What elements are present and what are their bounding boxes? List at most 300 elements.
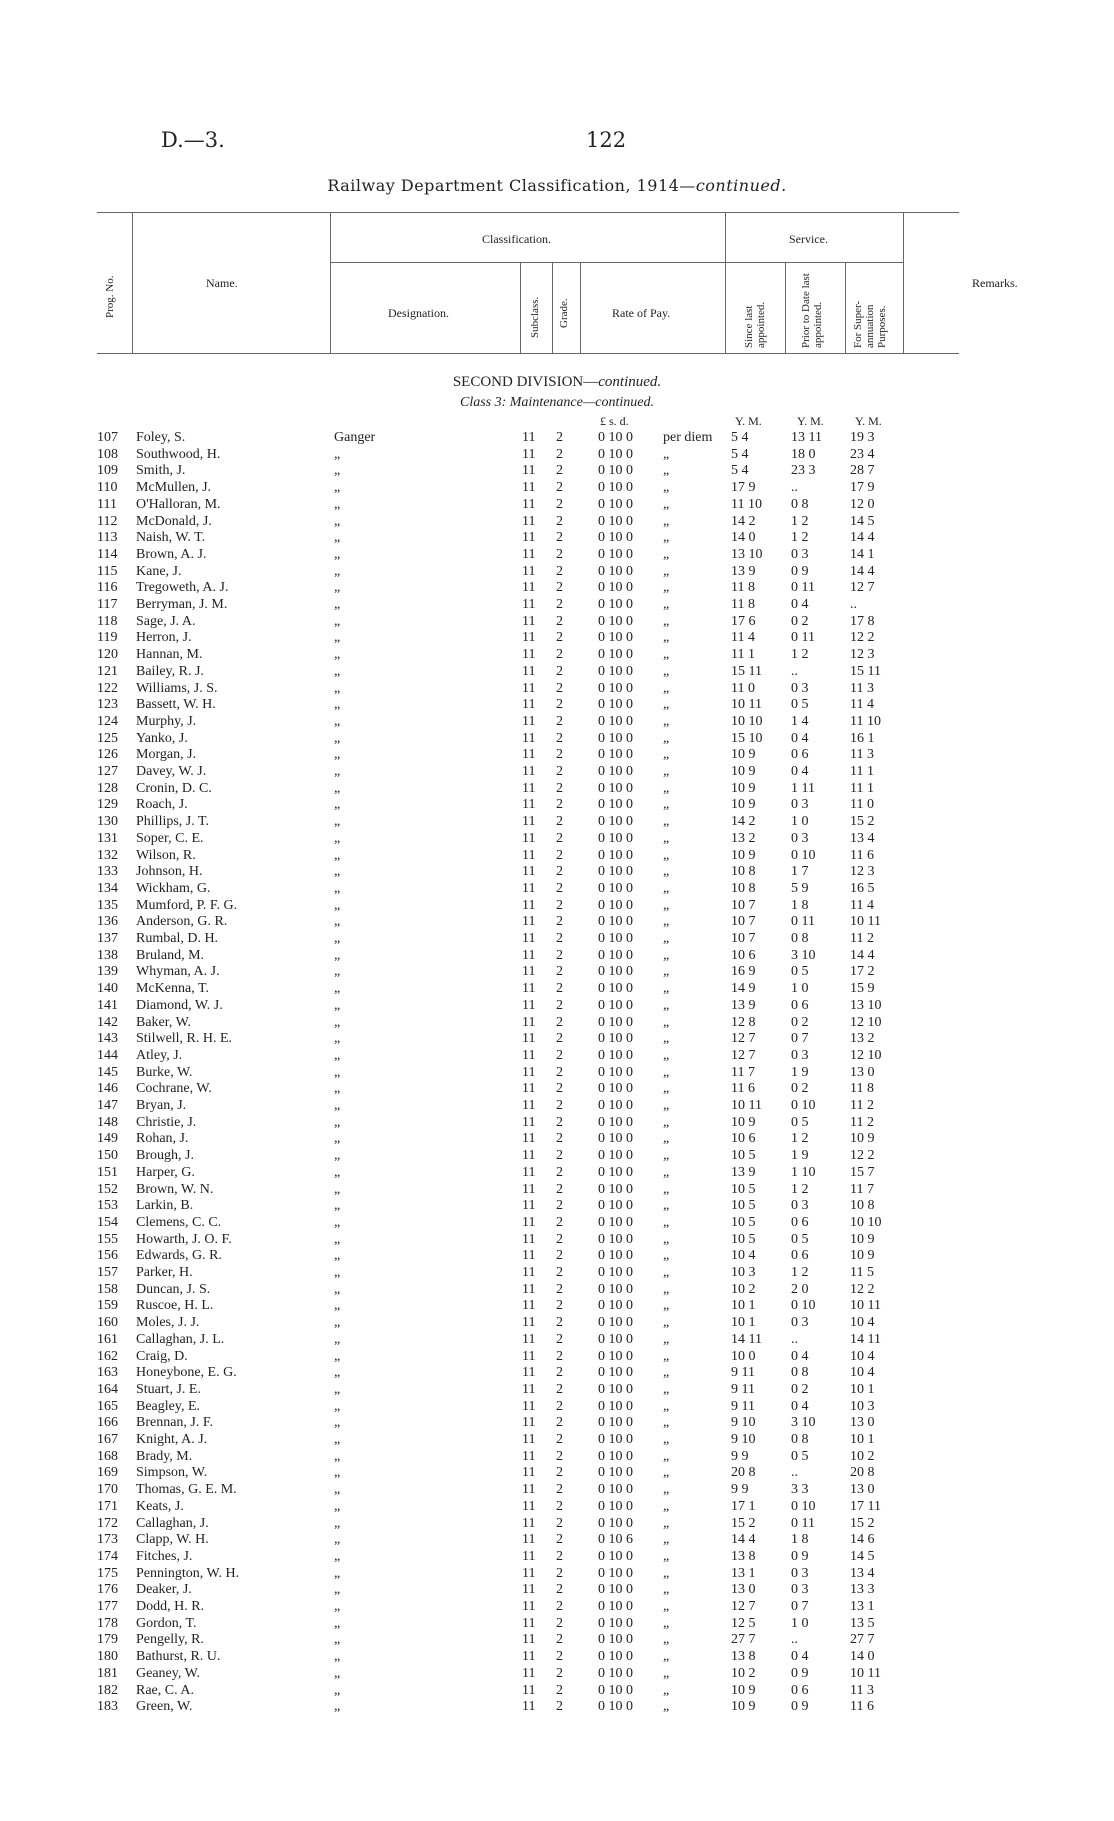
employee-name: Burke, W. bbox=[136, 1064, 193, 1080]
rate-of-pay: 0 10 0 bbox=[598, 1181, 633, 1197]
designation: „ bbox=[334, 597, 341, 612]
prog-number: 145 bbox=[97, 1064, 118, 1080]
service-superannuation: 10 11 bbox=[850, 914, 881, 930]
pay-period: „ bbox=[663, 680, 670, 696]
employee-name: Foley, S. bbox=[136, 430, 186, 445]
rate-of-pay: 0 10 0 bbox=[598, 1031, 633, 1047]
service-superannuation: 17 9 bbox=[850, 480, 875, 496]
table-row bbox=[0, 614, 1114, 630]
employee-name: Brown, A. J. bbox=[136, 546, 207, 562]
pay-period: „ bbox=[663, 1632, 670, 1648]
service-since-last: 12 7 bbox=[731, 1031, 756, 1047]
employee-name: Beagley, E. bbox=[136, 1398, 201, 1414]
designation: „ bbox=[334, 496, 341, 512]
pay-period: „ bbox=[663, 1548, 670, 1564]
prog-number: 112 bbox=[97, 513, 118, 529]
service-superannuation: 10 11 bbox=[850, 1298, 881, 1314]
pay-period: „ bbox=[663, 847, 670, 863]
pay-period: „ bbox=[663, 530, 670, 546]
subclass: 11 bbox=[522, 1148, 536, 1164]
subclass: 11 bbox=[522, 764, 536, 779]
subclass: 11 bbox=[522, 1064, 536, 1080]
employee-name: Rae, C. A. bbox=[136, 1682, 194, 1698]
employee-name: Brady, M. bbox=[136, 1448, 193, 1464]
service-superannuation: 11 2 bbox=[850, 1114, 874, 1130]
pay-period: „ bbox=[663, 964, 670, 980]
rate-of-pay: 0 10 0 bbox=[598, 1682, 633, 1698]
subclass: 11 bbox=[522, 964, 536, 980]
rate-of-pay: 0 10 0 bbox=[598, 697, 633, 713]
designation: „ bbox=[334, 1682, 341, 1698]
service-prior: 0 4 bbox=[791, 597, 809, 612]
table-row bbox=[0, 1265, 1114, 1281]
table-row bbox=[0, 547, 1114, 563]
rate-of-pay: 0 10 0 bbox=[598, 1248, 633, 1264]
service-superannuation: 10 3 bbox=[850, 1398, 875, 1414]
designation: „ bbox=[334, 814, 341, 830]
rate-of-pay: 0 10 0 bbox=[598, 1649, 633, 1665]
subclass: 11 bbox=[522, 480, 536, 496]
header-remarks: Remarks. bbox=[972, 276, 1018, 290]
employee-name: Callaghan, J. bbox=[136, 1515, 209, 1531]
col-divider bbox=[132, 212, 133, 353]
service-superannuation: 11 7 bbox=[850, 1181, 874, 1197]
table-row bbox=[0, 981, 1114, 997]
grade: 2 bbox=[556, 1665, 563, 1681]
grade: 2 bbox=[556, 997, 563, 1013]
service-superannuation: 15 9 bbox=[850, 981, 875, 997]
rate-of-pay: 0 10 0 bbox=[598, 880, 633, 896]
table-row bbox=[0, 931, 1114, 947]
service-prior: 18 0 bbox=[791, 446, 816, 462]
prog-number: 153 bbox=[97, 1198, 118, 1214]
service-superannuation: 13 2 bbox=[850, 1031, 875, 1047]
rate-of-pay: 0 10 0 bbox=[598, 1198, 633, 1214]
designation: „ bbox=[334, 1148, 341, 1164]
rate-of-pay: 0 10 0 bbox=[598, 1482, 633, 1498]
subclass: 11 bbox=[522, 1582, 536, 1598]
service-since-last: 10 1 bbox=[731, 1315, 756, 1331]
designation: „ bbox=[334, 880, 341, 896]
service-prior: 0 10 bbox=[791, 1498, 816, 1514]
pay-period: „ bbox=[663, 1081, 670, 1097]
service-superannuation: 11 8 bbox=[850, 1081, 874, 1097]
grade: 2 bbox=[556, 1081, 563, 1097]
service-superannuation: 28 7 bbox=[850, 463, 875, 479]
rate-of-pay: 0 10 0 bbox=[598, 864, 633, 880]
service-superannuation: 11 2 bbox=[850, 1098, 874, 1113]
table-row bbox=[0, 447, 1114, 463]
table-row bbox=[0, 530, 1114, 546]
prog-number: 157 bbox=[97, 1265, 118, 1280]
pay-period: „ bbox=[663, 613, 670, 629]
prog-number: 133 bbox=[97, 864, 118, 880]
rate-of-pay: 0 10 0 bbox=[598, 1064, 633, 1080]
prog-number: 129 bbox=[97, 797, 118, 813]
employee-name: Ruscoe, H. L. bbox=[136, 1298, 214, 1314]
service-prior: 0 3 bbox=[791, 680, 809, 696]
service-superannuation: 17 8 bbox=[850, 613, 875, 629]
prog-number: 165 bbox=[97, 1398, 118, 1414]
service-since-last: 10 2 bbox=[731, 1665, 756, 1681]
pay-period: „ bbox=[663, 713, 670, 729]
rate-of-pay: 0 10 0 bbox=[598, 630, 633, 646]
prog-number: 120 bbox=[97, 647, 118, 663]
service-prior: 1 4 bbox=[791, 713, 809, 729]
employee-name: Murphy, J. bbox=[136, 713, 197, 729]
employee-name: Deaker, J. bbox=[136, 1582, 192, 1598]
pay-period: „ bbox=[663, 830, 670, 846]
pay-period: „ bbox=[663, 563, 670, 579]
service-since-last: 10 1 bbox=[731, 1298, 756, 1314]
rate-of-pay: 0 10 0 bbox=[598, 1315, 633, 1331]
rate-of-pay: 0 10 0 bbox=[598, 1148, 633, 1164]
employee-name: O'Halloran, M. bbox=[136, 496, 221, 512]
pay-period: „ bbox=[663, 1615, 670, 1631]
table-row bbox=[0, 1582, 1114, 1598]
grade: 2 bbox=[556, 964, 563, 980]
col-divider bbox=[330, 212, 331, 353]
designation: „ bbox=[334, 1231, 341, 1247]
classification-rule bbox=[330, 262, 725, 263]
pay-period: „ bbox=[663, 496, 670, 512]
prog-number: 131 bbox=[97, 830, 118, 846]
pay-period: „ bbox=[663, 1047, 670, 1063]
service-prior: .. bbox=[791, 480, 798, 496]
prog-number: 147 bbox=[97, 1098, 118, 1113]
service-since-last: 13 10 bbox=[731, 546, 763, 562]
service-since-last: 10 9 bbox=[731, 1682, 756, 1698]
designation: „ bbox=[334, 964, 341, 980]
prog-number: 181 bbox=[97, 1665, 118, 1681]
subclass: 11 bbox=[522, 1632, 536, 1648]
service-since-last: 9 10 bbox=[731, 1415, 756, 1431]
subclass: 11 bbox=[522, 780, 536, 796]
service-prior: 0 3 bbox=[791, 1582, 809, 1598]
rate-of-pay: 0 10 0 bbox=[598, 1114, 633, 1130]
subclass: 11 bbox=[522, 563, 536, 579]
employee-name: Parker, H. bbox=[136, 1265, 193, 1280]
service-since-last: 10 5 bbox=[731, 1148, 756, 1164]
grade: 2 bbox=[556, 1465, 563, 1481]
employee-name: Hannan, M. bbox=[136, 647, 203, 663]
service-prior: 0 11 bbox=[791, 580, 815, 596]
service-superannuation: 13 10 bbox=[850, 997, 882, 1013]
service-since-last: 14 11 bbox=[731, 1331, 762, 1347]
employee-name: Wickham, G. bbox=[136, 880, 211, 896]
employee-name: Davey, W. J. bbox=[136, 764, 207, 779]
service-since-last: 10 11 bbox=[731, 697, 762, 713]
designation: „ bbox=[334, 613, 341, 629]
header-since-last: Since last appointed. bbox=[743, 301, 767, 348]
rate-of-pay: 0 10 0 bbox=[598, 496, 633, 512]
designation: „ bbox=[334, 663, 341, 679]
grade: 2 bbox=[556, 1532, 563, 1548]
service-superannuation: 11 10 bbox=[850, 713, 881, 729]
service-superannuation: 11 4 bbox=[850, 697, 874, 713]
service-prior: 0 3 bbox=[791, 1565, 809, 1581]
employee-name: Williams, J. S. bbox=[136, 680, 218, 696]
service-superannuation: 10 4 bbox=[850, 1315, 875, 1331]
service-since-last: 10 7 bbox=[731, 931, 756, 946]
grade: 2 bbox=[556, 1632, 563, 1648]
prog-number: 183 bbox=[97, 1699, 118, 1715]
employee-name: Yanko, J. bbox=[136, 730, 188, 746]
subclass: 11 bbox=[522, 947, 536, 963]
service-superannuation: 13 0 bbox=[850, 1415, 875, 1431]
table-row bbox=[0, 1382, 1114, 1398]
pay-period: „ bbox=[663, 480, 670, 496]
employee-name: Howarth, J. O. F. bbox=[136, 1231, 232, 1247]
service-since-last: 10 6 bbox=[731, 947, 756, 963]
pay-units: £ s. d. bbox=[600, 414, 629, 428]
employee-name: McDonald, J. bbox=[136, 513, 212, 529]
grade: 2 bbox=[556, 1064, 563, 1080]
designation: „ bbox=[334, 1047, 341, 1063]
service-since-last: 14 9 bbox=[731, 981, 756, 997]
grade: 2 bbox=[556, 1699, 563, 1715]
service-prior: 1 9 bbox=[791, 1064, 809, 1080]
service-since-last: 14 2 bbox=[731, 814, 756, 830]
service-prior: 1 8 bbox=[791, 1532, 809, 1548]
prog-number: 108 bbox=[97, 446, 118, 462]
grade: 2 bbox=[556, 1198, 563, 1214]
employee-name: Mumford, P. F. G. bbox=[136, 897, 238, 913]
table-row bbox=[0, 1031, 1114, 1047]
pay-period: „ bbox=[663, 1448, 670, 1464]
table-row bbox=[0, 764, 1114, 780]
table-row bbox=[0, 747, 1114, 763]
service-prior: 0 5 bbox=[791, 964, 809, 980]
service-prior: 0 9 bbox=[791, 563, 809, 579]
table-row bbox=[0, 580, 1114, 596]
pay-period: „ bbox=[663, 997, 670, 1013]
service-prior: 1 7 bbox=[791, 864, 809, 880]
service-prior: 0 2 bbox=[791, 1081, 809, 1097]
employee-name: Knight, A. J. bbox=[136, 1432, 208, 1447]
designation: „ bbox=[334, 1198, 341, 1214]
service-since-last: 13 9 bbox=[731, 997, 756, 1013]
pay-period: „ bbox=[663, 1565, 670, 1581]
table-row bbox=[0, 1165, 1114, 1181]
service-since-last: 10 11 bbox=[731, 1098, 762, 1113]
subclass: 11 bbox=[522, 1265, 536, 1280]
document-reference: D.—3. bbox=[161, 128, 225, 152]
employee-name: Stilwell, R. H. E. bbox=[136, 1031, 233, 1047]
subclass: 11 bbox=[522, 1348, 536, 1364]
designation: „ bbox=[334, 1532, 341, 1548]
grade: 2 bbox=[556, 630, 563, 646]
rate-of-pay: 0 10 0 bbox=[598, 1615, 633, 1631]
table-row bbox=[0, 664, 1114, 680]
table-row bbox=[0, 781, 1114, 797]
table-row bbox=[0, 864, 1114, 880]
pay-period: „ bbox=[663, 1315, 670, 1331]
service-prior: 0 10 bbox=[791, 1298, 816, 1314]
grade: 2 bbox=[556, 764, 563, 779]
employee-name: Edwards, G. R. bbox=[136, 1248, 222, 1264]
pay-period: „ bbox=[663, 597, 670, 612]
table-row bbox=[0, 731, 1114, 747]
grade: 2 bbox=[556, 780, 563, 796]
grade: 2 bbox=[556, 1615, 563, 1631]
prog-number: 146 bbox=[97, 1081, 118, 1097]
table-row bbox=[0, 1699, 1114, 1715]
grade: 2 bbox=[556, 1682, 563, 1698]
table-row bbox=[0, 1683, 1114, 1699]
subclass: 11 bbox=[522, 864, 536, 880]
subclass: 11 bbox=[522, 1465, 536, 1481]
service-since-last: 17 9 bbox=[731, 480, 756, 496]
table-row bbox=[0, 480, 1114, 496]
subclass: 11 bbox=[522, 680, 536, 696]
service-prior: 0 3 bbox=[791, 830, 809, 846]
grade: 2 bbox=[556, 1432, 563, 1447]
designation: „ bbox=[334, 1348, 341, 1364]
grade: 2 bbox=[556, 1114, 563, 1130]
service-superannuation: 11 1 bbox=[850, 780, 874, 796]
rate-of-pay: 0 10 0 bbox=[598, 1665, 633, 1681]
designation: „ bbox=[334, 1699, 341, 1715]
employee-name: Cronin, D. C. bbox=[136, 780, 212, 796]
grade: 2 bbox=[556, 1448, 563, 1464]
table-row bbox=[0, 1499, 1114, 1515]
employee-name: Moles, J. J. bbox=[136, 1315, 200, 1331]
grade: 2 bbox=[556, 1131, 563, 1147]
pay-period: „ bbox=[663, 647, 670, 663]
subclass: 11 bbox=[522, 931, 536, 946]
pay-period: „ bbox=[663, 1131, 670, 1147]
rate-of-pay: 0 10 0 bbox=[598, 1298, 633, 1314]
designation: „ bbox=[334, 1181, 341, 1197]
prog-number: 166 bbox=[97, 1415, 118, 1431]
table-row bbox=[0, 514, 1114, 530]
designation: „ bbox=[334, 1081, 341, 1097]
employee-name: Cochrane, W. bbox=[136, 1081, 212, 1097]
service-prior: 13 11 bbox=[791, 430, 822, 445]
employee-name: Bryan, J. bbox=[136, 1098, 187, 1113]
service-superannuation: 17 2 bbox=[850, 964, 875, 980]
employee-name: Gordon, T. bbox=[136, 1615, 197, 1631]
service-rule bbox=[725, 262, 903, 263]
pay-period: „ bbox=[663, 897, 670, 913]
service-superannuation: 15 11 bbox=[850, 663, 881, 679]
designation: „ bbox=[334, 580, 341, 596]
service-prior: 1 2 bbox=[791, 647, 809, 663]
service-since-last: 20 8 bbox=[731, 1465, 756, 1481]
designation: „ bbox=[334, 1498, 341, 1514]
subclass: 11 bbox=[522, 1448, 536, 1464]
designation: „ bbox=[334, 1114, 341, 1130]
employee-name: Rumbal, D. H. bbox=[136, 931, 219, 946]
service-prior: 0 4 bbox=[791, 764, 809, 779]
grade: 2 bbox=[556, 530, 563, 546]
service-since-last: 5 4 bbox=[731, 463, 749, 479]
grade: 2 bbox=[556, 1265, 563, 1280]
employee-name: Pennington, W. H. bbox=[136, 1565, 240, 1581]
rate-of-pay: 0 10 0 bbox=[598, 480, 633, 496]
designation: „ bbox=[334, 546, 341, 562]
employee-name: Roach, J. bbox=[136, 797, 188, 813]
rate-of-pay: 0 10 0 bbox=[598, 1348, 633, 1364]
employee-name: Anderson, G. R. bbox=[136, 914, 228, 930]
rate-of-pay: 0 10 0 bbox=[598, 580, 633, 596]
grade: 2 bbox=[556, 697, 563, 713]
employee-name: Geaney, W. bbox=[136, 1665, 201, 1681]
pay-period: „ bbox=[663, 1582, 670, 1598]
designation: „ bbox=[334, 1632, 341, 1648]
table-row bbox=[0, 597, 1114, 613]
designation: „ bbox=[334, 680, 341, 696]
prog-number: 151 bbox=[97, 1164, 118, 1180]
designation: „ bbox=[334, 1482, 341, 1498]
subclass: 11 bbox=[522, 1665, 536, 1681]
subclass: 11 bbox=[522, 814, 536, 830]
service-prior: 0 6 bbox=[791, 1682, 809, 1698]
grade: 2 bbox=[556, 546, 563, 562]
prog-number: 175 bbox=[97, 1565, 118, 1581]
subclass: 11 bbox=[522, 1198, 536, 1214]
rate-of-pay: 0 10 0 bbox=[598, 814, 633, 830]
designation: „ bbox=[334, 1281, 341, 1297]
rate-of-pay: 0 10 0 bbox=[598, 1415, 633, 1431]
rate-of-pay: 0 10 0 bbox=[598, 1047, 633, 1063]
grade: 2 bbox=[556, 1415, 563, 1431]
pay-period: „ bbox=[663, 1532, 670, 1548]
pay-period: „ bbox=[663, 1181, 670, 1197]
prog-number: 182 bbox=[97, 1682, 118, 1698]
service-prior: 0 5 bbox=[791, 1448, 809, 1464]
service-superannuation: 10 9 bbox=[850, 1131, 875, 1147]
service-prior: 0 9 bbox=[791, 1665, 809, 1681]
service-prior: 1 0 bbox=[791, 814, 809, 830]
pay-period: „ bbox=[663, 1231, 670, 1247]
subclass: 11 bbox=[522, 1181, 536, 1197]
col-divider bbox=[520, 262, 521, 353]
designation: „ bbox=[334, 997, 341, 1013]
subclass: 11 bbox=[522, 1515, 536, 1531]
rate-of-pay: 0 10 0 bbox=[598, 764, 633, 779]
grade: 2 bbox=[556, 1515, 563, 1531]
prog-number: 121 bbox=[97, 663, 118, 679]
rate-of-pay: 0 10 0 bbox=[598, 1699, 633, 1715]
table-row bbox=[0, 1048, 1114, 1064]
header-classification: Classification. bbox=[482, 232, 551, 246]
section-title-suffix: continued. bbox=[598, 374, 662, 390]
service-prior: 23 3 bbox=[791, 463, 816, 479]
table-row bbox=[0, 463, 1114, 479]
rate-of-pay: 0 10 0 bbox=[598, 914, 633, 930]
prog-number: 171 bbox=[97, 1498, 118, 1514]
prog-number: 163 bbox=[97, 1365, 118, 1381]
service-superannuation: 11 3 bbox=[850, 680, 874, 696]
subclass: 11 bbox=[522, 1164, 536, 1180]
subclass: 11 bbox=[522, 1365, 536, 1381]
service-superannuation: 11 5 bbox=[850, 1265, 874, 1280]
grade: 2 bbox=[556, 480, 563, 496]
service-superannuation: 12 2 bbox=[850, 630, 875, 646]
employee-name: Callaghan, J. L. bbox=[136, 1331, 225, 1347]
service-since-last: 15 11 bbox=[731, 663, 762, 679]
subclass: 11 bbox=[522, 914, 536, 930]
service-superannuation: 15 2 bbox=[850, 1515, 875, 1531]
subclass: 11 bbox=[522, 897, 536, 913]
subclass: 11 bbox=[522, 730, 536, 746]
designation: „ bbox=[334, 1599, 341, 1614]
subclass: 11 bbox=[522, 713, 536, 729]
prog-number: 164 bbox=[97, 1381, 118, 1397]
designation: „ bbox=[334, 1098, 341, 1113]
